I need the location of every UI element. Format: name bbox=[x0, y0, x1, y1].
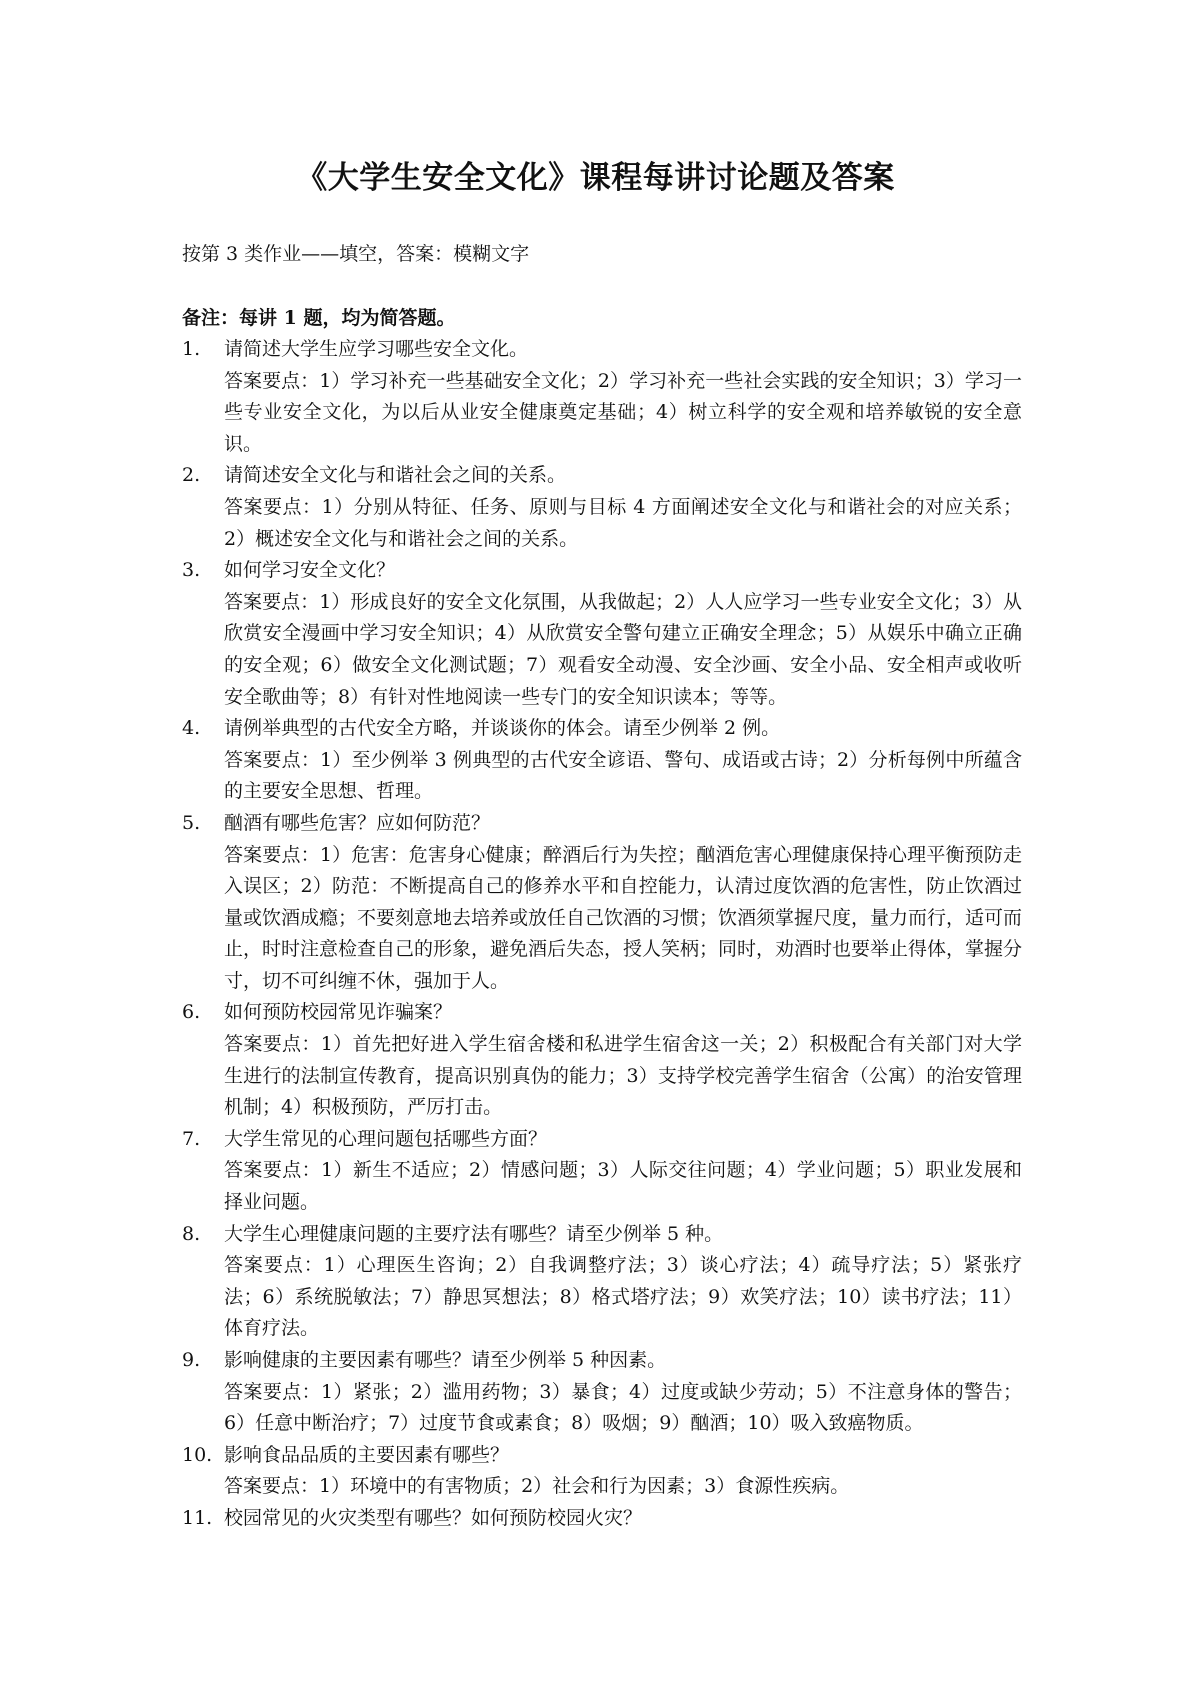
assignment-note: 备注：每讲 1 题，均为简答题。 bbox=[182, 307, 456, 329]
question-item bbox=[182, 334, 1022, 460]
question-item bbox=[182, 1124, 1022, 1219]
answer-text: 答案要点：1）首先把好进入学生宿舍楼和私进学生宿舍这一关；2）积极配合有关部门对大学生进行的法制宣传教育，提高识别真伪的能力；3）支持学校完善学生宿舍（公寓）的治安管理机制；4）积极预防，严厉打击。 bbox=[224, 1033, 1022, 1119]
question-number: 4. bbox=[182, 717, 201, 740]
question-number: 10. bbox=[182, 1443, 213, 1466]
question-text: 如何预防校园常见诈骗案？ bbox=[224, 1001, 453, 1024]
answer-text: 答案要点：1）至少例举 3 例典型的古代安全谚语、警句、成语或古诗；2）分析每例中所蕴含的主要安全思想、哲理。 bbox=[224, 748, 1022, 803]
question-number: 7. bbox=[182, 1127, 201, 1150]
answer-text: 答案要点：1）心理医生咨询；2）自我调整疗法；3）谈心疗法；4）疏导疗法；5）紧张疗法；6）系统脱敏法；7）静思冥想法；8）格式塔疗法；9）欢笑疗法；10）读书疗法；11）体育疗法。 bbox=[224, 1254, 1022, 1340]
question-number: 11. bbox=[182, 1506, 213, 1529]
answer-text: 答案要点：1）新生不适应；2）情感问题；3）人际交往问题；4）学业问题；5）职业发展和择业问题。 bbox=[224, 1159, 1022, 1214]
question-item bbox=[182, 1503, 1022, 1535]
answer-text: 答案要点：1）危害：危害身心健康；醉酒后行为失控；酗酒危害心理健康保持心理平衡预防走入误区；2）防范：不断提高自己的修养水平和自控能力，认清过度饮酒的危害性，防止饮酒过量或饮酒成瘾；不要刻意地去培养或放任自己饮酒的习惯；饮酒须掌握尺度，量力而行，适可而止，时时注意检查自己的形象，避免酒后失态，授人笑柄；同时，劝酒时也要举止得体，掌握分寸，切不可纠缠不休，强加于人。 bbox=[224, 843, 1023, 992]
question-number: 8. bbox=[182, 1222, 201, 1245]
answer-text: 答案要点：1）紧张；2）滥用药物；3）暴食；4）过度或缺少劳动；5）不注意身体的警告；6）任意中断治疗；7）过度节食或素食；8）吸烟；9）酗酒；10）吸入致癌物质。 bbox=[224, 1380, 1022, 1435]
question-item bbox=[182, 460, 1022, 555]
question-list bbox=[182, 334, 1022, 1535]
question-item bbox=[182, 997, 1022, 1123]
question-item bbox=[182, 1345, 1022, 1440]
question-text: 影响健康的主要因素有哪些？请至少例举 5 种因素。 bbox=[224, 1349, 667, 1371]
question-number: 5. bbox=[182, 811, 201, 834]
document-title: 《大学生安全文化》课程每讲讨论题及答案 bbox=[296, 160, 895, 196]
assignment-intro: 按第 3 类作业——填空，答案：模糊文字 bbox=[182, 243, 530, 265]
question-item bbox=[182, 713, 1022, 808]
question-number: 2. bbox=[182, 464, 201, 487]
question-item bbox=[182, 1219, 1022, 1345]
question-text: 校园常见的火灾类型有哪些？如何预防校园火灾？ bbox=[224, 1506, 643, 1529]
answer-text: 答案要点：1）环境中的有害物质；2）社会和行为因素；3）食源性疾病。 bbox=[224, 1475, 850, 1498]
question-number: 9. bbox=[182, 1349, 201, 1371]
question-number: 6. bbox=[182, 1001, 201, 1024]
question-item bbox=[182, 555, 1022, 713]
question-item bbox=[182, 808, 1022, 998]
question-text: 如何学习安全文化？ bbox=[224, 559, 396, 582]
question-text: 大学生心理健康问题的主要疗法有哪些？请至少例举 5 种。 bbox=[224, 1222, 724, 1245]
question-text: 请简述安全文化与和谐社会之间的关系。 bbox=[224, 464, 567, 487]
question-number: 1. bbox=[182, 338, 201, 360]
question-number: 3. bbox=[182, 559, 201, 582]
question-text: 大学生常见的心理问题包括哪些方面？ bbox=[224, 1127, 548, 1150]
question-text: 请简述大学生应学习哪些安全文化。 bbox=[224, 338, 529, 360]
answer-text: 答案要点：1）学习补充一些基础安全文化；2）学习补充一些社会实践的安全知识；3）学习一些专业安全文化，为以后从业安全健康奠定基础；4）树立科学的安全观和培养敏锐的安全意识。 bbox=[224, 369, 1022, 455]
question-text: 请例举典型的古代安全方略，并谈谈你的体会。请至少例举 2 例。 bbox=[224, 717, 781, 740]
question-item bbox=[182, 1440, 1022, 1503]
question-text: 影响食品品质的主要因素有哪些？ bbox=[224, 1443, 510, 1466]
answer-text: 答案要点：1）形成良好的安全文化氛围，从我做起；2）人人应学习一些专业安全文化；3）从欣赏安全漫画中学习安全知识；4）从欣赏安全警句建立正确安全理念；5）从娱乐中确立正确的安全观；6）做安全文化测试题；7）观看安全动漫、安全沙画、安全小品、安全相声或收听安全歌曲等；8）有针对性地阅读一些专门的安全知识读本；等等。 bbox=[224, 590, 1022, 708]
question-text: 酗酒有哪些危害？应如何防范？ bbox=[224, 811, 491, 834]
answer-text: 答案要点：1）分别从特征、任务、原则与目标 4 方面阐述安全文化与和谐社会的对应关系；2）概述安全文化与和谐社会之间的关系。 bbox=[224, 495, 1022, 550]
